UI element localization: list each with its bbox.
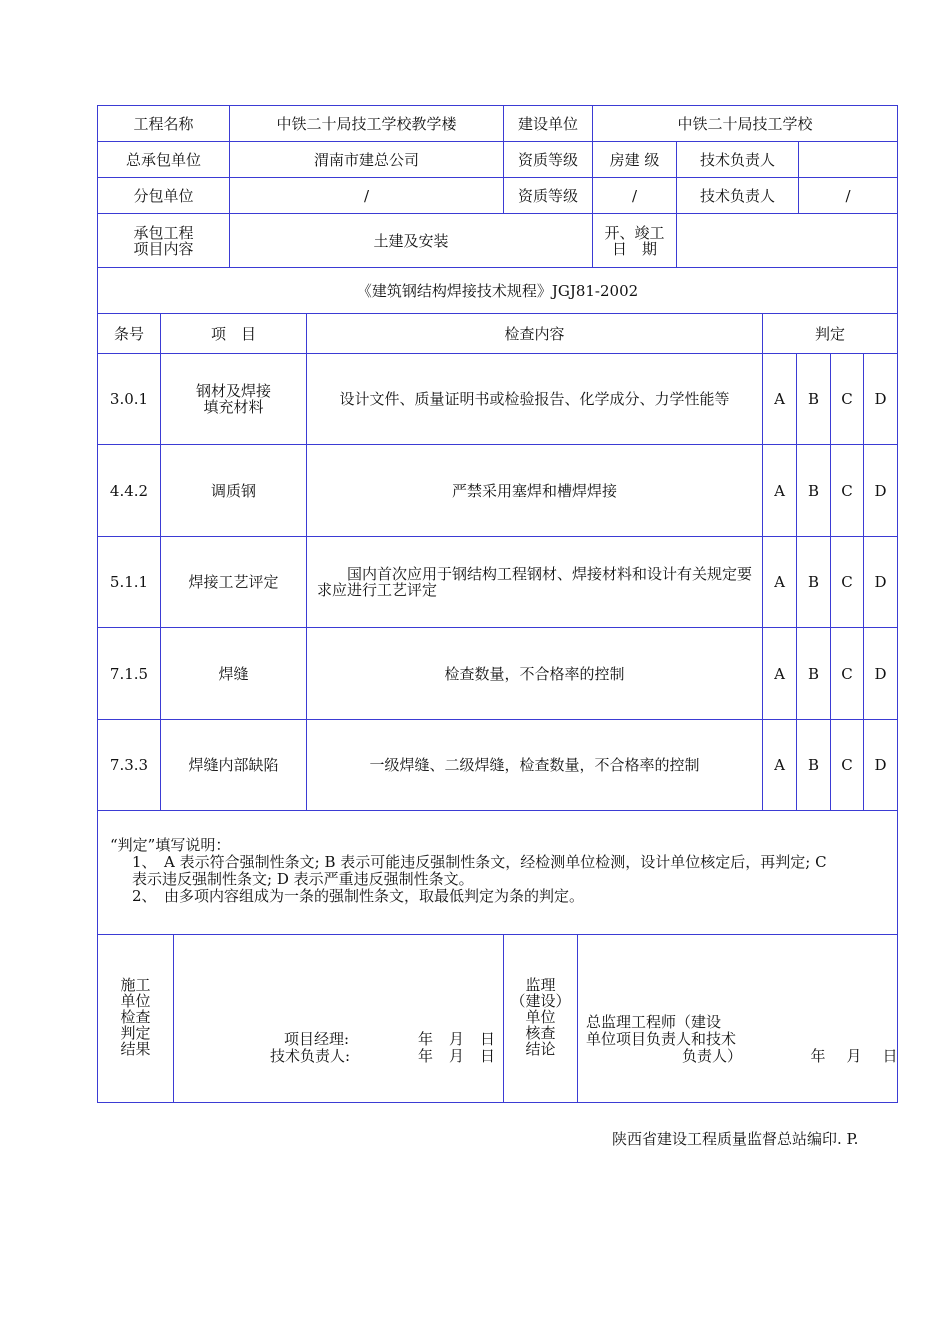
content-cell: 检查数量，不合格率的控制 xyxy=(307,628,763,720)
tech-date xyxy=(410,1048,503,1065)
qualification-label: 资质等级 xyxy=(504,142,593,178)
sup-month: 月 xyxy=(846,1047,862,1065)
general-contractor-label: 总承包单位 xyxy=(98,142,230,178)
subcontractor-label: 分包单位 xyxy=(98,178,230,214)
grade-d-option[interactable]: D xyxy=(864,720,897,811)
item-line-1: 钢材及焊接 xyxy=(195,382,271,400)
sub-qualification-label: 资质等级 xyxy=(504,178,593,214)
supervision-label-3: 单位 xyxy=(525,1008,556,1026)
subcontractor-value: / xyxy=(230,178,504,214)
construction-label-4: 判定 xyxy=(120,1024,151,1042)
item-cell xyxy=(161,445,307,537)
publisher-footer: 陕西省建设工程质量监督总站编印. P. xyxy=(612,1130,859,1148)
grade-d-option[interactable]: D xyxy=(864,354,897,445)
supervision-label-4: 核查 xyxy=(525,1024,556,1042)
grade-c-option[interactable]: C xyxy=(831,537,864,628)
sub-qualification-value: / xyxy=(593,178,677,214)
item-line-1: 焊缝 xyxy=(218,664,249,683)
content-cell: 国内首次应用于钢结构工程钢材、焊接材料和设计有关规定要求应进行工艺评定 xyxy=(307,537,763,628)
scope-label xyxy=(98,214,230,268)
scope-value: 土建及安装 xyxy=(230,214,593,268)
general-tech-lead-value xyxy=(799,142,897,178)
item-line-1: 焊接工艺评定 xyxy=(188,573,279,591)
pm-month: 月 xyxy=(448,1030,464,1048)
grade-d-option[interactable]: D xyxy=(864,537,897,628)
grade-b-option[interactable]: B xyxy=(797,720,831,811)
clause-cell: 7.1.5 xyxy=(98,628,161,720)
grade-c-option[interactable]: C xyxy=(831,354,864,445)
supervision-label-2: （建设） xyxy=(510,992,571,1010)
supervision-label xyxy=(504,935,578,1103)
grade-b-option[interactable]: B xyxy=(797,354,831,445)
project-name-label: 工程名称 xyxy=(98,106,230,142)
grade-a-option[interactable]: A xyxy=(763,720,797,811)
judgement-header: 判定 xyxy=(763,314,897,354)
pm-label: 项目经理: xyxy=(284,1030,350,1048)
content-header: 检查内容 xyxy=(307,314,763,354)
dates-label xyxy=(593,214,677,268)
construction-signature-area xyxy=(174,935,504,1103)
clause-cell: 5.1.1 xyxy=(98,537,161,628)
grade-c-option[interactable]: C xyxy=(831,445,864,537)
item-header: 项 目 xyxy=(161,314,307,354)
supervisor-line-3: 负责人） xyxy=(682,1047,743,1065)
item-cell xyxy=(161,537,307,628)
supervisor-date xyxy=(800,1048,908,1065)
notes-line-1: 1、 A 表示符合强制性条文; B 表示可能违反强制性条文，经检测单位检测，设计单位核定后，再判定; C xyxy=(132,853,827,871)
general-contractor-value: 渭南市建总公司 xyxy=(230,142,504,178)
grade-b-option[interactable]: B xyxy=(797,537,831,628)
item-cell xyxy=(161,354,307,445)
builder-value: 中铁二十局技工学校 xyxy=(593,106,897,142)
item-line-1: 焊缝内部缺陷 xyxy=(188,756,279,774)
judgement-notes xyxy=(98,811,897,935)
construction-label-2: 单位 xyxy=(120,992,151,1010)
grade-a-option[interactable]: A xyxy=(763,354,797,445)
dates-value xyxy=(677,214,897,268)
sub-tech-lead-label: 技术负责人 xyxy=(677,178,799,214)
item-line-2: 填充材料 xyxy=(203,398,264,416)
grade-a-option[interactable]: A xyxy=(763,445,797,537)
sup-year: 年 xyxy=(810,1047,826,1065)
tech-label: 技术负责人: xyxy=(270,1047,351,1065)
content-cell: 一级焊缝、二级焊缝，检查数量，不合格率的控制 xyxy=(307,720,763,811)
grade-b-option[interactable]: B xyxy=(797,628,831,720)
pm-date xyxy=(410,1031,503,1048)
item-cell xyxy=(161,720,307,811)
builder-label: 建设单位 xyxy=(504,106,593,142)
supervision-signature-area xyxy=(578,935,897,1103)
tech-lead-label: 技术负责人 xyxy=(677,142,799,178)
supervisor-line-2: 单位项目负责人和技术 xyxy=(586,1030,737,1048)
grade-a-option[interactable]: A xyxy=(763,537,797,628)
clause-cell: 7.3.3 xyxy=(98,720,161,811)
notes-title: “判定”填写说明： xyxy=(110,836,231,854)
content-cell: 设计文件、质量证明书或检验报告、化学成分、力学性能等 xyxy=(307,354,763,445)
dates-label-line-2: 日 期 xyxy=(611,239,657,258)
pm-signature xyxy=(284,1031,349,1048)
grade-d-option[interactable]: D xyxy=(864,628,897,720)
tech-day: 日 xyxy=(479,1047,495,1065)
pm-day: 日 xyxy=(479,1030,495,1048)
notes-line-3: 2、 由多项内容组成为一条的强制性条文，取最低判定为条的判定。 xyxy=(132,887,585,905)
clause-cell: 4.4.2 xyxy=(98,445,161,537)
construction-label-3: 检查 xyxy=(120,1008,151,1026)
notes-line-2: 表示违反强制性条文; D 表示严重违反强制性条文。 xyxy=(132,870,474,888)
construction-label xyxy=(98,935,174,1103)
dates-label-line-1: 开、竣工 xyxy=(604,223,665,242)
supervisor-line-1: 总监理工程师（建设 xyxy=(586,1013,722,1031)
item-cell xyxy=(161,628,307,720)
pm-year: 年 xyxy=(417,1030,433,1048)
item-line-1: 调质钢 xyxy=(210,481,256,500)
content-cell: 严禁采用塞焊和槽焊焊接 xyxy=(307,445,763,537)
clause-header: 条号 xyxy=(98,314,161,354)
tech-year: 年 xyxy=(417,1047,433,1065)
grade-c-option[interactable]: C xyxy=(831,720,864,811)
scope-label-line-2: 项目内容 xyxy=(133,239,194,258)
supervision-label-1: 监理 xyxy=(525,976,556,994)
sub-tech-lead-value: / xyxy=(799,178,897,214)
construction-label-5: 结果 xyxy=(120,1040,151,1058)
grade-b-option[interactable]: B xyxy=(797,445,831,537)
grade-c-option[interactable]: C xyxy=(831,628,864,720)
scope-label-line-1: 承包工程 xyxy=(133,223,194,242)
construction-label-1: 施工 xyxy=(120,976,151,994)
inspection-form xyxy=(97,105,898,1103)
sup-day: 日 xyxy=(882,1047,898,1065)
general-qualification-value: 房建 级 xyxy=(593,142,677,178)
supervision-label-5: 结论 xyxy=(525,1040,556,1058)
grade-a-option[interactable]: A xyxy=(763,628,797,720)
clause-cell: 3.0.1 xyxy=(98,354,161,445)
project-name-value: 中铁二十局技工学校教学楼 xyxy=(230,106,504,142)
tech-month: 月 xyxy=(448,1047,464,1065)
grade-d-option[interactable]: D xyxy=(864,445,897,537)
standard-title: 《建筑钢结构焊接技术规程》JGJ81-2002 xyxy=(98,268,897,314)
tech-signature xyxy=(270,1048,350,1065)
